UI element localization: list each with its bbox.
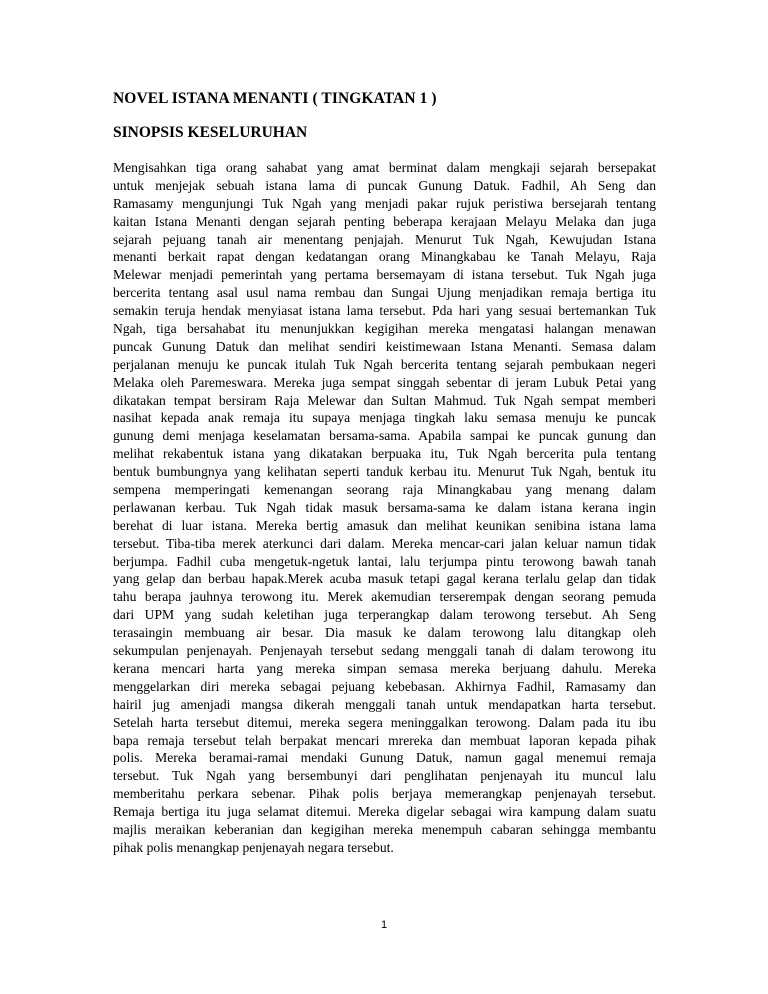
synopsis-line: perlawanan kerbau. Tuk Ngah tidak masuk bersama-sama ke dalam istana kerana ingin bbox=[113, 499, 656, 515]
synopsis-line: polis. Mereka beramai-ramai mendaki Gunung Datuk, namun gagal menemui remaja bbox=[113, 750, 656, 766]
synopsis-line: bapa remaja tersebut telah berpakat mencari mrereka dan membuat laporan kepada pihak bbox=[113, 732, 656, 748]
synopsis-line: terasaingin membuang air besar. Dia masuk ke dalam terowong lalu ditangkap oleh bbox=[113, 625, 656, 641]
synopsis-line: kaitan Istana Menanti dengan sejarah penting beberapa kerajaan Melayu Melaka dan juga bbox=[113, 213, 656, 229]
synopsis-line: melihat rekabentuk istana yang dikatakan berpuaka itu, Tuk Ngah bercerita pula tentang bbox=[113, 446, 656, 462]
section-heading: SINOPSIS KESELURUHAN bbox=[113, 124, 308, 141]
synopsis-line: tersebut. Tuk Ngah yang bersembunyi dari penglihatan penjenayah itu muncul lalu bbox=[113, 768, 656, 784]
synopsis-line: untuk menjejak sebuah istana lama di puncak Gunung Datuk. Fadhil, Ah Seng dan bbox=[113, 177, 656, 193]
synopsis-line: Melewar menjadi pemerintah yang pertama bersemayam di istana tersebut. Tuk Ngah juga bbox=[113, 267, 656, 283]
synopsis-line: Remaja bertiga itu juga selamat ditemui. Mereka digelar sebagai wira kampung dalam suatu bbox=[113, 804, 656, 820]
synopsis-line: berehat di luar istana. Mereka bertig amasuk dan melihat keunikan senibina istana lama bbox=[113, 517, 656, 533]
synopsis-line: Ramasamy mengunjungi Tuk Ngah yang menjadi pakar rujuk peristiwa bersejarah tentang bbox=[113, 195, 656, 211]
synopsis-line: nasihat kepada anak remaja itu supaya menjaga tingkah laku semasa menuju ke puncak bbox=[113, 410, 656, 426]
synopsis-line: sempena memperingati kemenangan seorang raja Minangkabau yang menang dalam bbox=[113, 482, 656, 498]
synopsis-line: sejarah pejuang tanah air menentang penjajah. Menurut Tuk Ngah, Kewujudan Istana bbox=[113, 231, 656, 247]
synopsis-line: memberitahu perkara sebenar. Pihak polis berjaya memerangkap penjenayah tersebut. bbox=[113, 786, 656, 802]
synopsis-line: tersebut. Tiba-tiba merek aterkunci dari dalam. Mereka mencar-cari jalan keluar namun tidak bbox=[113, 535, 656, 551]
document-title: NOVEL ISTANA MENANTI ( TINGKATAN 1 ) bbox=[113, 90, 437, 107]
synopsis-line: Ngah, tiga bersahabat itu menunjukkan kegigihan mereka mengatasi halangan menawan bbox=[113, 321, 656, 337]
synopsis-line: dari UPM yang sudah keletihan juga terperangkap dalam terowong tersebut. Ah Seng bbox=[113, 607, 656, 623]
synopsis-line: Mengisahkan tiga orang sahabat yang amat berminat dalam mengkaji sejarah bersepakat bbox=[113, 160, 656, 175]
synopsis-line: menanti berkait rapat dengan kedatangan orang Minangkabau ke Tanah Melayu, Raja bbox=[113, 249, 656, 265]
synopsis-line: tahu berapa jauhnya terowong itu. Merek akemudian terserempak dengan seorang pemuda bbox=[113, 589, 656, 605]
synopsis-line: Setelah harta tersebut ditemui, mereka segera meninggalkan terowong. Dalam pada itu ibu bbox=[113, 714, 656, 730]
synopsis-line: kerana mencari harta yang mereka simpan semasa mereka berjuang dahulu. Mereka bbox=[113, 660, 656, 676]
synopsis-line: bercerita tentang asal usul nama rembau dan Sungai Ujung menjadikan remaja bertiga itu bbox=[113, 285, 656, 301]
synopsis-line: hairil jug amenjadi mangsa dikerah menggali tanah untuk mendapatkan harta tersebut. bbox=[113, 696, 656, 712]
synopsis-line: majlis meraikan keberanian dan kegigihan mereka menempuh cabaran sehingga membantu bbox=[113, 821, 656, 837]
synopsis-line: puncak Gunung Datuk dan melihat sendiri keistimewaan Istana Menanti. Semasa dalam bbox=[113, 338, 656, 354]
synopsis-line: berjumpa. Fadhil cuba mengetuk-ngetuk lantai, lalu terjumpa pintu terowong bawah tanah bbox=[113, 553, 656, 569]
synopsis-line: menggelarkan diri mereka sebagai pejuang kebebasan. Akhirnya Fadhil, Ramasamy dan bbox=[113, 678, 656, 694]
synopsis-line: gunung demi menjaga keselamatan bersama-sama. Apabila sampai ke puncak gunung dan bbox=[113, 428, 656, 444]
page-number: 1 bbox=[380, 919, 388, 931]
synopsis-line: Melaka oleh Paremeswara. Mereka juga sempat singgah sebentar di jeram Lubuk Petai yang bbox=[113, 374, 656, 390]
synopsis-line: pihak polis menangkap penjenayah negara tersebut. bbox=[113, 839, 394, 855]
synopsis-paragraph bbox=[113, 159, 656, 857]
synopsis-line: yang gelap dan berbau hapak.Merek acuba masuk tetapi gagal kerana terlalu gelap dan tidak bbox=[113, 571, 656, 587]
synopsis-line: semakin teruja hendak menyiasat istana lama tersebut. Pda hari yang sesuai bertemankan Tuk bbox=[113, 303, 656, 319]
synopsis-line: dikatakan tempat bersiram Raja Melewar dan Sultan Mahmud. Tuk Ngah sempat memberi bbox=[113, 392, 656, 408]
synopsis-line: sekumpulan penjenayah. Penjenayah tersebut sedang menggali tanah di dalam terowong itu bbox=[113, 643, 656, 659]
synopsis-line: perjalanan menuju ke puncak itulah Tuk Ngah bercerita tentang sejarah pembukaan negeri bbox=[113, 356, 656, 372]
synopsis-line: bentuk bumbungnya yang kelihatan seperti tanduk kerbau itu. Menurut Tuk Ngah, bentuk itu bbox=[113, 464, 656, 480]
